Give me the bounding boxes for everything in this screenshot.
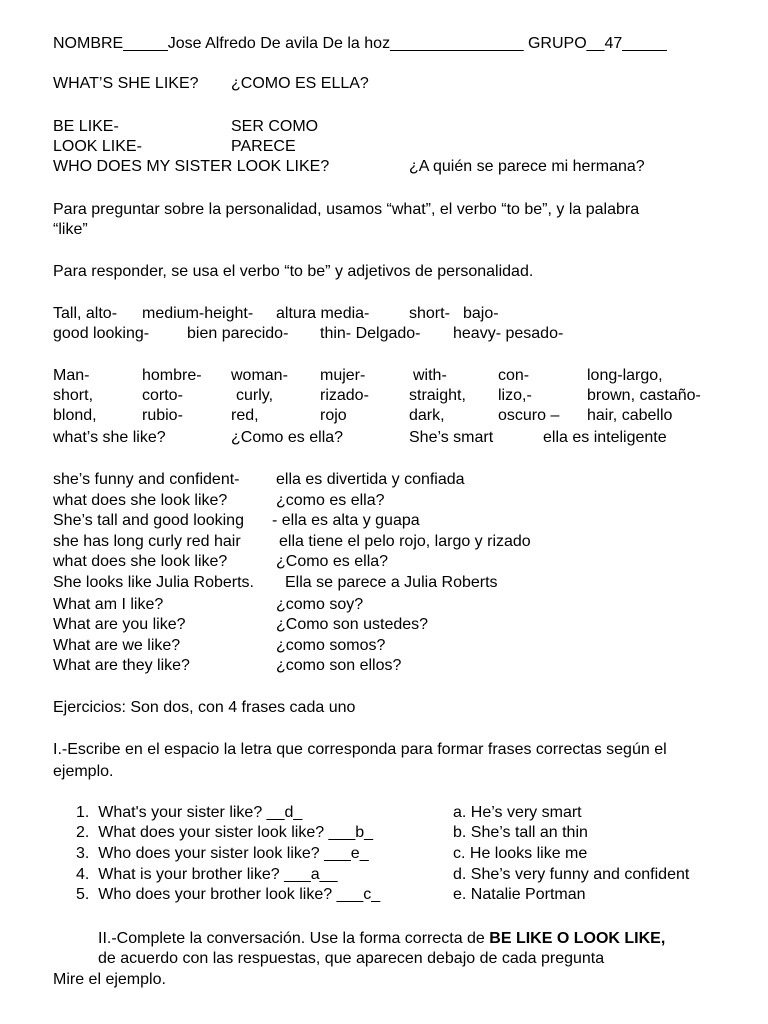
example-es: Ella se parece a Julia Roberts (285, 574, 498, 591)
adjective: bajo- (463, 305, 499, 322)
example-es: ella es divertida y confiada (276, 471, 465, 488)
vocab-en: WHO DOES MY SISTER LOOK LIKE? (53, 158, 330, 175)
adjective: bien parecido- (187, 325, 289, 342)
example-es: ¿como es ella? (276, 492, 385, 509)
see-example-note: Mire el ejemplo. (53, 971, 166, 988)
phrase-en: She’s smart (409, 429, 494, 446)
grid-cell: red, (231, 407, 259, 424)
grid-cell: con- (498, 367, 530, 384)
question-item: 4. What is your brother like? ___a__ (76, 866, 338, 883)
answer-item: d. She’s very funny and confident (453, 866, 690, 883)
grid-cell: with- (413, 367, 447, 384)
phrase-en: what’s she like? (53, 429, 166, 446)
example-en: What am I like? (53, 596, 164, 613)
vocab-es: SER COMO (231, 118, 319, 135)
question-item: 2. What does your sister look like? ___b_ (76, 824, 374, 841)
adjective: heavy- pesado- (453, 325, 564, 342)
paragraph-answer: Para responder, se usa el verbo “to be” y adjetivos de personalidad. (53, 263, 534, 280)
exercise-1-instructions-cont: ejemplo. (53, 763, 114, 780)
adjective: Tall, alto- (53, 305, 118, 322)
grid-cell: woman- (231, 367, 288, 384)
grid-cell: short, (53, 387, 94, 404)
grid-cell: rizado- (320, 387, 369, 404)
title-es: ¿COMO ES ELLA? (231, 75, 369, 92)
question-item: 3. Who does your sister look like? ___e_ (76, 845, 369, 862)
example-es: ¿como son ellos? (276, 657, 402, 674)
grid-cell: rojo (320, 407, 347, 424)
example-en: She looks like Julia Roberts. (53, 574, 254, 591)
example-es: ¿como somos? (276, 637, 386, 654)
example-en: what does she look like? (53, 553, 228, 570)
grid-cell: long-largo, (587, 367, 663, 384)
grid-cell: hair, cabello (587, 407, 673, 424)
grid-cell: corto- (142, 387, 183, 404)
example-en: she has long curly red hair (53, 533, 241, 550)
title-en: WHAT’S SHE LIKE? (53, 75, 199, 92)
example-en: What are they like? (53, 657, 190, 674)
paragraph-question: Para preguntar sobre la personalidad, usamos “what”, el verbo “to be”, y la palabra (53, 201, 640, 218)
grid-cell: lizo,- (498, 387, 532, 404)
adjective: short- (409, 305, 450, 322)
example-en: What are we like? (53, 637, 181, 654)
paragraph-question-cont: “like” (53, 221, 88, 238)
grid-cell: Man- (53, 367, 90, 384)
vocab-es: ¿A quién se parece mi hermana? (409, 158, 645, 175)
grid-cell: rubio- (142, 407, 183, 424)
exercises-heading: Ejercicios: Son dos, con 4 frases cada uno (53, 699, 356, 716)
exercise-2-instructions-cont: de acuerdo con las respuestas, que aparecen debajo de cada pregunta (98, 950, 605, 967)
example-en: What are you like? (53, 616, 186, 633)
example-en: She’s tall and good looking (53, 512, 244, 529)
adjective: medium-height- (142, 305, 254, 322)
grid-cell: oscuro – (498, 407, 560, 424)
vocab-es: PARECE (231, 138, 296, 155)
answer-item: a. He’s very smart (453, 804, 582, 821)
phrase-es: ¿Como es ella? (231, 429, 344, 446)
example-es: ¿Como es ella? (276, 553, 389, 570)
grid-cell: blond, (53, 407, 97, 424)
phrase-es: ella es inteligente (543, 429, 667, 446)
example-es: - ella es alta y guapa (272, 512, 420, 529)
adjective: thin- Delgado- (320, 325, 421, 342)
answer-item: b. She’s tall an thin (453, 824, 588, 841)
grid-cell: hombre- (142, 367, 202, 384)
question-item: 1. What's your sister like? __d_ (76, 804, 303, 821)
exercise-2-instructions (98, 929, 665, 949)
name-group-line: NOMBRE_____Jose Alfredo De avila De la hoz_______________ GRUPO__47_____ (53, 35, 667, 52)
grid-cell: brown, castaño- (587, 387, 701, 404)
exercise-2-emphasis: BE LIKE O LOOK LIKE, (489, 930, 666, 947)
grid-cell: mujer- (320, 367, 366, 384)
adjective: altura media- (276, 305, 370, 322)
vocab-en: LOOK LIKE- (53, 138, 142, 155)
adjective: good looking- (53, 325, 150, 342)
exercise-2-text: II.-Complete la conversación. Use la forma correcta de (98, 930, 490, 947)
question-item: 5. Who does your brother look like? ___c_ (76, 886, 381, 903)
example-en: what does she look like? (53, 492, 228, 509)
grid-cell: curly, (236, 387, 274, 404)
vocab-en: BE LIKE- (53, 118, 119, 135)
example-es: ella tiene el pelo rojo, largo y rizado (279, 533, 531, 550)
answer-item: e. Natalie Portman (453, 886, 586, 903)
example-en: she’s funny and confident- (53, 471, 240, 488)
grid-cell: straight, (409, 387, 466, 404)
example-es: ¿como soy? (276, 596, 364, 613)
answer-item: c. He looks like me (453, 845, 588, 862)
example-es: ¿Como son ustedes? (276, 616, 429, 633)
exercise-1-instructions: I.-Escribe en el espacio la letra que corresponda para formar frases correctas según el (53, 741, 667, 758)
grid-cell: dark, (409, 407, 445, 424)
